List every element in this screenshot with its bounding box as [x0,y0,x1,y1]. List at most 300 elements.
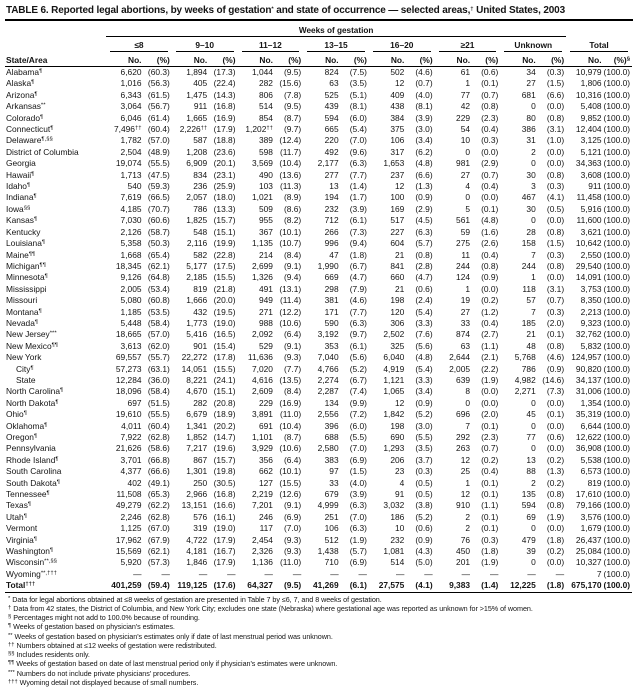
count-cell: 0 [531,443,536,454]
percent-cell: — [227,568,236,579]
percent-cell: (59.4) [144,580,172,592]
count-cell: 275 [456,238,471,249]
count-cell: 57,273 [115,363,142,374]
table-row [5,318,632,329]
percent-cell: (4.7) [349,272,367,283]
state-name: Minnesota¶ [6,272,48,283]
table-row [5,78,632,89]
count-cell: 2,502 [383,329,405,340]
percent-cell: (66.5) [147,192,170,203]
percent-cell: (0.1) [546,409,565,420]
count-cell: 30 [526,203,536,214]
percent-cell: (8.9) [283,192,302,203]
count-cell: 439 [324,101,339,112]
percent-cell: (58.4) [147,386,170,397]
count-cell: 12 [460,489,471,500]
count-cell: 910 [456,500,471,511]
count-cell: 381 [324,295,339,306]
table-row [5,421,632,432]
footnote: †† Numbers obtained at ≤12 weeks of gestation were redistributed. [8,640,217,650]
count-cell: 306 [390,317,405,328]
count-cell: 1,990 [317,260,339,271]
count-cell: 237 [390,169,405,180]
count-cell: 396 [324,420,339,431]
count-cell: 277 [324,169,339,180]
table-row [5,569,632,580]
count-cell: 201 [456,557,471,568]
footnote: §§ Includes residents only. [8,650,90,660]
state-name: Arizona¶ [6,89,38,100]
table-header [5,22,632,67]
percent-cell: (7.8) [283,89,302,100]
percent-cell: (100.0) [603,409,631,420]
table-row [5,409,632,420]
count-cell: 2,644 [449,352,471,363]
count-cell: 2,057 [186,192,208,203]
count-cell: 76 [460,534,471,545]
count-cell: 33 [460,317,471,328]
percent-cell: (2.3) [481,432,499,442]
percent-cell: (5.4) [349,124,367,135]
percent-cell: (0.9) [546,363,565,374]
percent-cell: (23.1) [213,169,236,180]
percent-cell: (7.0) [283,523,302,534]
percent-cell: (60.8) [147,295,170,306]
percent-cell: (17.3) [213,67,236,77]
count-cell: 21 [395,283,405,294]
table-row [5,250,632,261]
table-row [5,500,632,511]
count-cell: 4,670 [186,386,208,397]
count-cell: 9,323 [580,317,602,328]
percent-cell: (59.3) [147,181,170,192]
table-row [5,478,632,489]
count-cell: 319 [193,523,208,534]
percent-cell: (0.7) [481,443,499,454]
count-cell: 12,225 [500,580,537,592]
percent-cell: (100.0) [603,146,631,157]
percent-cell: (62.2) [147,500,170,511]
count-cell: 33 [329,477,339,488]
percent-cell: (7.6) [415,329,433,340]
count-cell: 32,762 [575,329,602,340]
count-cell: 492 [324,146,339,157]
table-body [5,67,632,593]
count-cell: 3,125 [580,135,602,146]
percent-cell: (24.1) [213,374,236,385]
count-cell: 11,508 [116,489,142,500]
table-row [5,295,632,306]
percent-cell: (100.0) [603,306,631,317]
percent-cell: (0.8) [546,340,565,351]
percent-cell: (8.6) [283,203,302,214]
percent-cell: (0.1) [546,329,565,340]
percent-cell: (30.5) [213,477,236,488]
count-cell: 3,613 [120,340,142,351]
count-cell: 7,619 [120,192,142,203]
percent-cell: (61.4) [147,112,170,123]
count-cell: 688 [324,432,339,442]
percent-cell: (9.3) [283,534,302,545]
state-name: Ohio¶ [6,409,27,420]
count-cell: 2,504 [120,146,142,157]
count-cell: 7,496†† [113,124,142,135]
count-cell: 2,116 [186,238,208,249]
count-cell: 4 [399,477,405,488]
count-cell: 1,135 [251,238,273,249]
gestation-span-row [5,22,632,37]
state-name: Wyoming**,††† [6,568,57,579]
count-cell: 21 [526,329,536,340]
count-cell: 3,064 [120,101,142,112]
percent-cell: (100.0) [603,181,631,192]
count-cell: 854 [258,112,273,123]
state-name: City¶ [16,363,34,374]
count-cell: — [198,568,208,579]
count-cell: 6,573 [580,466,602,477]
percent-cell: (6.9) [349,454,367,465]
state-name: Kansas¶ [6,215,38,226]
percent-cell: (0.3) [481,135,499,146]
percent-cell: (57.3) [147,557,170,568]
count-cell: 669 [324,272,339,283]
count-cell: 91 [395,489,405,500]
count-cell: 1 [465,283,471,294]
percent-cell: (100.0) [603,546,631,557]
percent-cell: (19.8) [213,466,236,477]
percent-cell: (11.0) [279,557,302,568]
table-row [5,67,632,79]
percent-cell: (6.0) [349,112,367,123]
percent-cell: (12.6) [279,489,302,500]
percent-cell: (15.7) [213,215,236,226]
percent-cell: (16.7) [213,546,236,557]
percent-cell: (9.3) [283,352,302,363]
count-cell: 1,021 [251,192,273,203]
count-cell: 529 [258,340,273,351]
table-row [5,386,632,397]
count-cell: — [461,568,471,579]
percent-cell: (16.5) [213,329,236,340]
no-header: No. [238,52,275,67]
count-cell: 949 [258,295,273,306]
percent-cell: (0.0) [546,146,565,157]
count-cell: 14,091 [575,272,602,283]
percent-cell: (6.4) [283,454,302,465]
count-cell: 135 [521,489,536,500]
count-cell: 389 [258,135,273,146]
count-cell: 367 [258,226,273,237]
count-cell: 819 [193,283,208,294]
percent-cell: (49.1) [147,477,170,488]
percent-cell: (17.9) [213,557,236,568]
count-cell: 8,221 [186,374,208,385]
percent-cell: (0.4) [481,181,499,192]
percent-cell: (55.5) [147,409,170,420]
percent-cell: (100.0) [603,352,631,363]
no-header: No. [566,52,603,67]
percent-cell: (6.1) [349,215,367,226]
count-cell: 2,226†† [179,124,208,135]
count-cell: 18,345 [115,260,142,271]
percent-cell: (8.4) [283,386,302,397]
count-cell: 28 [526,226,536,237]
percent-cell: (0.8) [546,112,565,123]
table-row [5,307,632,318]
count-cell: — [330,568,339,579]
percent-cell: (58.4) [147,317,170,328]
state-name: Louisiana¶ [6,238,46,249]
count-cell: 712 [324,215,339,226]
count-cell: 186 [390,511,405,522]
count-cell: 5 [465,203,471,214]
count-cell: 3,576 [580,511,602,522]
table-row [5,443,632,454]
percent-cell: (100.0) [603,78,631,89]
count-cell: 12 [395,78,405,89]
count-cell: 10,979 [575,67,602,77]
count-cell: 639 [456,374,471,385]
percent-cell: (3.9) [415,112,433,123]
count-cell: 675,170 [566,580,603,592]
count-cell: 4,982 [514,374,536,385]
count-cell: 3 [531,181,536,192]
count-cell: 194 [324,192,339,203]
count-cell: 48 [526,340,536,351]
table-row [5,489,632,500]
percent-cell: (66.6) [147,466,170,477]
percent-cell: (15.5) [213,272,236,283]
state-name: North Dakota¶ [6,397,59,408]
count-cell: 12,284 [115,374,142,385]
count-cell: 3,569 [251,158,273,169]
count-cell: 232 [324,203,339,214]
percent-cell: (10.6) [279,317,302,328]
count-cell: 786 [521,363,536,374]
count-cell: 819 [587,477,602,488]
count-cell: 491 [258,283,273,294]
count-cell: 1,894 [186,67,208,77]
count-cell: 8 [465,386,471,397]
percent-cell: (100.0) [603,203,631,214]
percent-cell: (0.9) [481,272,499,283]
percent-cell: (7.5) [349,67,367,77]
percent-cell: (3.1) [546,124,565,135]
percent-cell: (0.4) [481,124,499,135]
count-cell: 169 [390,203,405,214]
count-cell: 2,287 [317,386,339,397]
percent-cell: (1.1) [481,340,499,351]
count-cell: 786 [193,203,208,214]
percent-cell: (0.4) [481,466,499,477]
percent-cell: (3.9) [349,203,367,214]
percent-cell: (7.0) [349,511,367,522]
percent-cell: (62.0) [147,340,170,351]
percent-cell: (2.7) [481,329,499,340]
table-row [5,375,632,386]
percent-cell: (100.0) [603,420,631,431]
percent-cell: (58.7) [147,226,170,237]
table-row [5,181,632,192]
percent-cell: (0.1) [481,489,499,500]
percent-cell: (100.0) [603,317,631,328]
count-cell: 2,326 [251,546,273,557]
count-cell: 2,177 [317,158,339,169]
count-cell: 1,773 [186,317,208,328]
percent-cell: (100.0) [603,135,631,146]
table-row [5,512,632,523]
percent-cell: (15.5) [213,363,236,374]
state-name: Nevada¶ [6,317,39,328]
count-cell: 63 [329,78,339,89]
count-cell: 0 [531,397,536,408]
percent-cell: (9.4) [349,238,367,249]
percent-cell: (36.0) [147,374,170,385]
state-name: Oklahoma¶ [6,420,48,431]
percent-cell: (10.7) [279,238,302,249]
percent-cell: — [424,568,433,579]
percent-cell: (23.6) [213,146,236,157]
count-cell: 911 [588,181,602,192]
count-cell: 39 [526,546,536,557]
percent-cell: (1.9) [481,374,499,385]
count-cell: 77 [460,89,471,100]
count-cell: 2,219 [251,489,273,500]
percent-cell: (0.6) [481,67,499,77]
count-cell: 5,448 [120,317,142,328]
percent-cell: (0.0) [546,272,565,283]
percent-cell: (10.1) [279,226,302,237]
count-cell: — [264,568,273,579]
count-cell: 7,040 [317,352,339,363]
percent-cell: (65.3) [147,489,170,500]
percent-cell: (0.0) [546,215,565,226]
count-cell: 2,580 [317,443,339,454]
percent-cell: (9.7) [349,329,367,340]
table-row [5,170,632,181]
percent-cell: (1.3) [546,466,565,477]
percent-cell: (100.0) [603,477,631,488]
count-cell: 1,475 [186,89,208,100]
percent-cell: (17.9) [213,534,236,545]
count-cell: 2,609 [251,386,273,397]
count-cell: 590 [324,317,339,328]
count-cell: 13 [526,454,536,465]
percent-cell: (62.1) [147,546,170,557]
state-name: Utah¶ [6,511,27,522]
count-cell: 4,766 [317,363,339,374]
table-row [5,147,632,158]
percent-cell: (0.3) [546,306,565,317]
percent-cell: (100.0) [603,226,631,237]
weeks-of-gestation-header: Weeks of gestation [106,22,566,37]
percent-cell: (0.2) [546,454,565,465]
percent-cell: (0.8) [415,249,433,260]
state-name: Indiana¶ [6,192,37,203]
percent-cell: (4.6) [546,352,565,363]
percent-cell: (100.0) [603,67,631,77]
count-cell: 0 [531,101,536,112]
table-row [5,466,632,477]
count-cell: — [527,568,536,579]
percent-cell: (0.3) [546,67,565,77]
count-cell: 23 [395,466,405,477]
percent-cell: (0.8) [546,226,565,237]
count-cell: 3,701 [120,454,142,465]
count-cell: 955 [258,215,273,226]
count-cell: 517 [390,215,405,226]
percent-cell: (1.8) [481,546,499,557]
count-cell: 665 [324,124,339,135]
percent-cell: (4.6) [415,67,433,77]
count-cell: 438 [390,101,405,112]
pct-header: (%) [341,52,369,67]
count-cell: 282 [193,397,208,408]
count-cell: 4,919 [383,363,405,374]
percent-cell: (0.1) [481,203,499,214]
col-group-9-10: 9–10 [172,37,238,53]
count-cell: 681 [521,89,536,100]
table-row [5,227,632,238]
table-row [5,535,632,546]
count-cell: 25,084 [575,546,602,557]
count-cell: 806 [258,89,273,100]
percent-cell: (15.5) [279,477,302,488]
percent-cell: (100.0) [603,386,631,397]
count-cell: 47 [329,249,339,260]
table-row [5,204,632,215]
count-cell: 1,136 [251,557,273,568]
state-name: Washington¶ [6,546,54,557]
percent-cell: (10.6) [279,443,302,454]
count-cell: 5,768 [514,352,536,363]
state-col-spacer [5,22,106,37]
count-cell: 35,319 [575,409,602,420]
count-cell: 12 [395,181,405,192]
count-cell: 325 [390,340,405,351]
count-cell: 9,852 [580,112,602,123]
count-cell: 21,626 [115,443,142,454]
state-name: Arkansas** [6,101,46,112]
percent-cell: (60.4) [147,124,170,135]
count-cell: 5,358 [120,238,142,249]
percent-cell: (8.1) [349,101,367,112]
count-cell: 2,005 [449,363,471,374]
table-row [5,352,632,363]
count-cell: 10,642 [575,238,602,249]
count-cell: 282 [258,78,273,89]
percent-cell: (100.0) [603,101,631,112]
percent-cell: (48.9) [147,146,170,157]
count-cell: 0 [531,215,536,226]
percent-cell: (8.2) [283,215,302,226]
count-cell: 1,852 [186,432,208,442]
percent-cell: (11.0) [279,409,302,420]
count-cell: 710 [324,557,339,568]
percent-cell: — [555,568,565,579]
percent-cell: (53.4) [147,283,170,294]
percent-cell: (7.7) [283,363,302,374]
percent-cell: (6.0) [349,420,367,431]
percent-cell: (0.4) [481,317,499,328]
percent-cell: (3.8) [415,500,433,511]
percent-cell: (0.0) [481,146,499,157]
percent-cell: (19.9) [213,238,236,249]
percent-cell: (2.3) [481,112,499,123]
count-cell: 6,046 [120,112,142,123]
count-cell: 229 [258,397,273,408]
percent-cell: (70.7) [147,203,170,214]
